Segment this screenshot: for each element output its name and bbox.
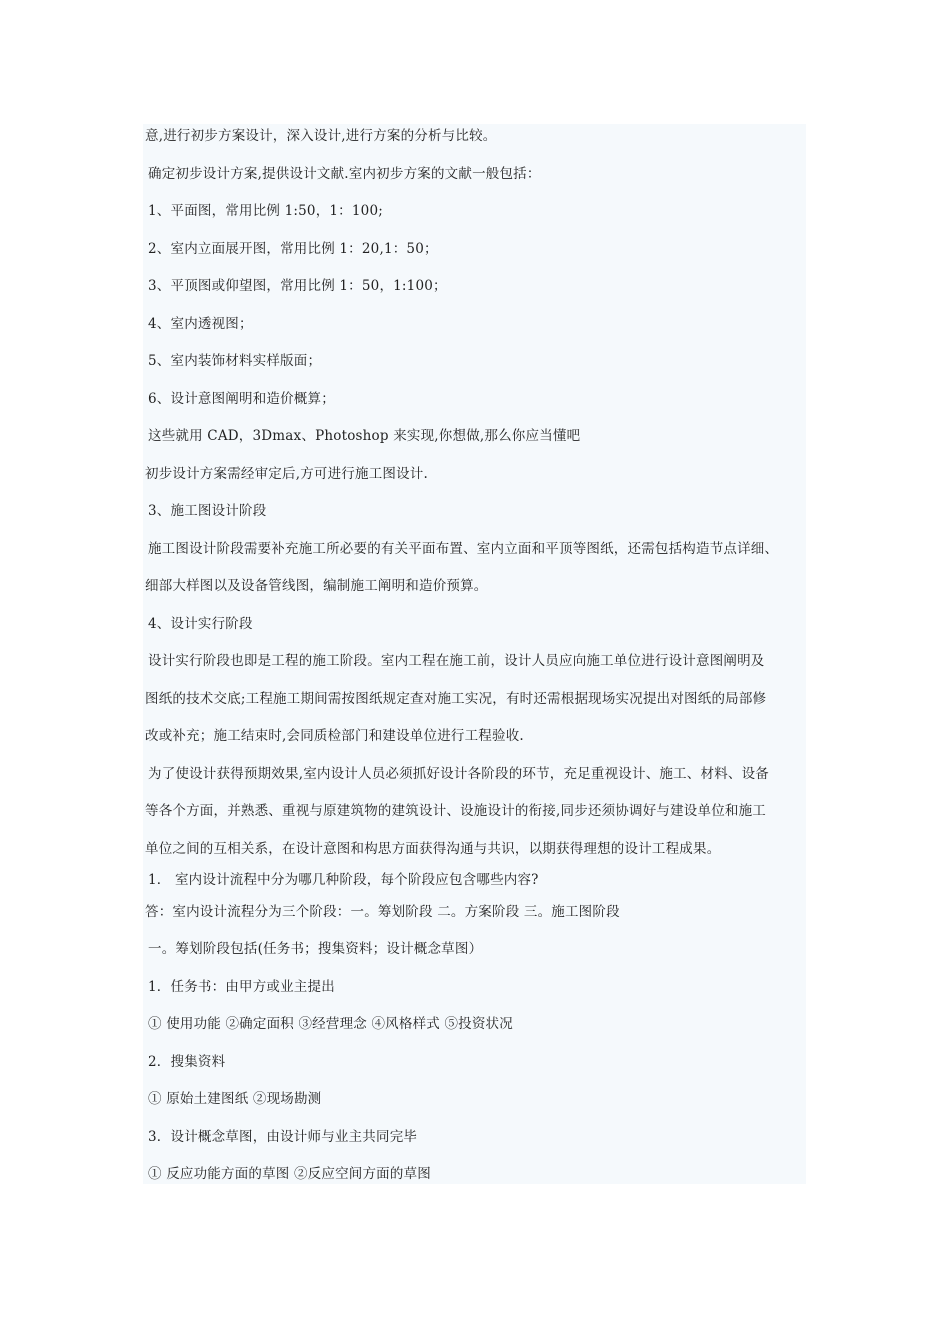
text-line: 5、室内装饰材料实样版面； (148, 353, 322, 369)
text-line: 2．搜集资料 (148, 1054, 226, 1070)
text-line: 施工图设计阶段需要补充施工所必要的有关平面布置、室内立面和平顶等图纸，还需包括构造节点详细、 (148, 541, 779, 557)
text-line: 等各个方面，并熟悉、重视与原建筑物的建筑设计、设施设计的衔接,同步还须协调好与建设单位和施工 (145, 803, 766, 819)
answer-line: 答：室内设计流程分为三个阶段：一。筹划阶段 二。方案阶段 三。施工图阶段 (145, 904, 620, 920)
text-line: 改或补充；施工结束时,会同质检部门和建设单位进行工程验收. (145, 728, 524, 744)
section-heading: 3、施工图设计阶段 (148, 503, 267, 519)
text-line: 1．任务书：由甲方或业主提出 (148, 979, 335, 995)
text-line: 图纸的技术交底;工程施工期间需按图纸规定查对施工实况，有时还需根据现场实况提出对图纸的局部修 (145, 691, 767, 707)
text-line: 3．设计概念草图，由设计师与业主共同完毕 (148, 1129, 418, 1145)
text-line: 4、室内透视图； (148, 316, 253, 332)
text-line: ① 原始土建图纸 ②现场勘测 (148, 1091, 322, 1107)
text-line: 这些就用 CAD，3Dmax、Photoshop 来实现,你想做,那么你应当懂吧 (148, 428, 581, 444)
text-line: 一。筹划阶段包括(任务书；搜集资料；设计概念草图） (148, 941, 483, 957)
text-line: 2、室内立面展开图，常用比例 1：20,1：50； (148, 241, 438, 257)
section-heading: 4、设计实行阶段 (148, 616, 253, 632)
text-line: 为了使设计获得预期效果,室内设计人员必须抓好设计各阶段的环节，充足重视设计、施工、材料、设备 (148, 766, 769, 782)
text-line: 设计实行阶段也即是工程的施工阶段。室内工程在施工前，设计人员应向施工单位进行设计意图阐明及 (148, 653, 765, 669)
question-line: 1． 室内设计流程中分为哪几种阶段，每个阶段应包含哪些内容? (148, 872, 539, 888)
text-line: ① 使用功能 ②确定面积 ③经营理念 ④风格样式 ⑤投资状况 (148, 1016, 513, 1032)
text-line: 意,进行初步方案设计，深入设计,进行方案的分析与比较。 (145, 128, 497, 144)
text-line: 细部大样图以及设备管线图，编制施工阐明和造价预算。 (145, 578, 488, 594)
text-line: 3、平顶图或仰望图，常用比例 1：50，1:100； (148, 278, 447, 294)
text-line: 6、设计意图阐明和造价概算； (148, 391, 335, 407)
text-line: ① 反应功能方面的草图 ②反应空间方面的草图 (148, 1166, 431, 1182)
text-line: 确定初步设计方案,提供设计文献.室内初步方案的文献一般包括： (148, 166, 541, 182)
text-line: 初步设计方案需经审定后,方可进行施工图设计. (145, 466, 428, 482)
text-line: 1、平面图，常用比例 1:50，1：100; (148, 203, 384, 219)
text-line: 单位之间的互相关系，在设计意图和构思方面获得沟通与共识，以期获得理想的设计工程成果。 (145, 841, 721, 857)
